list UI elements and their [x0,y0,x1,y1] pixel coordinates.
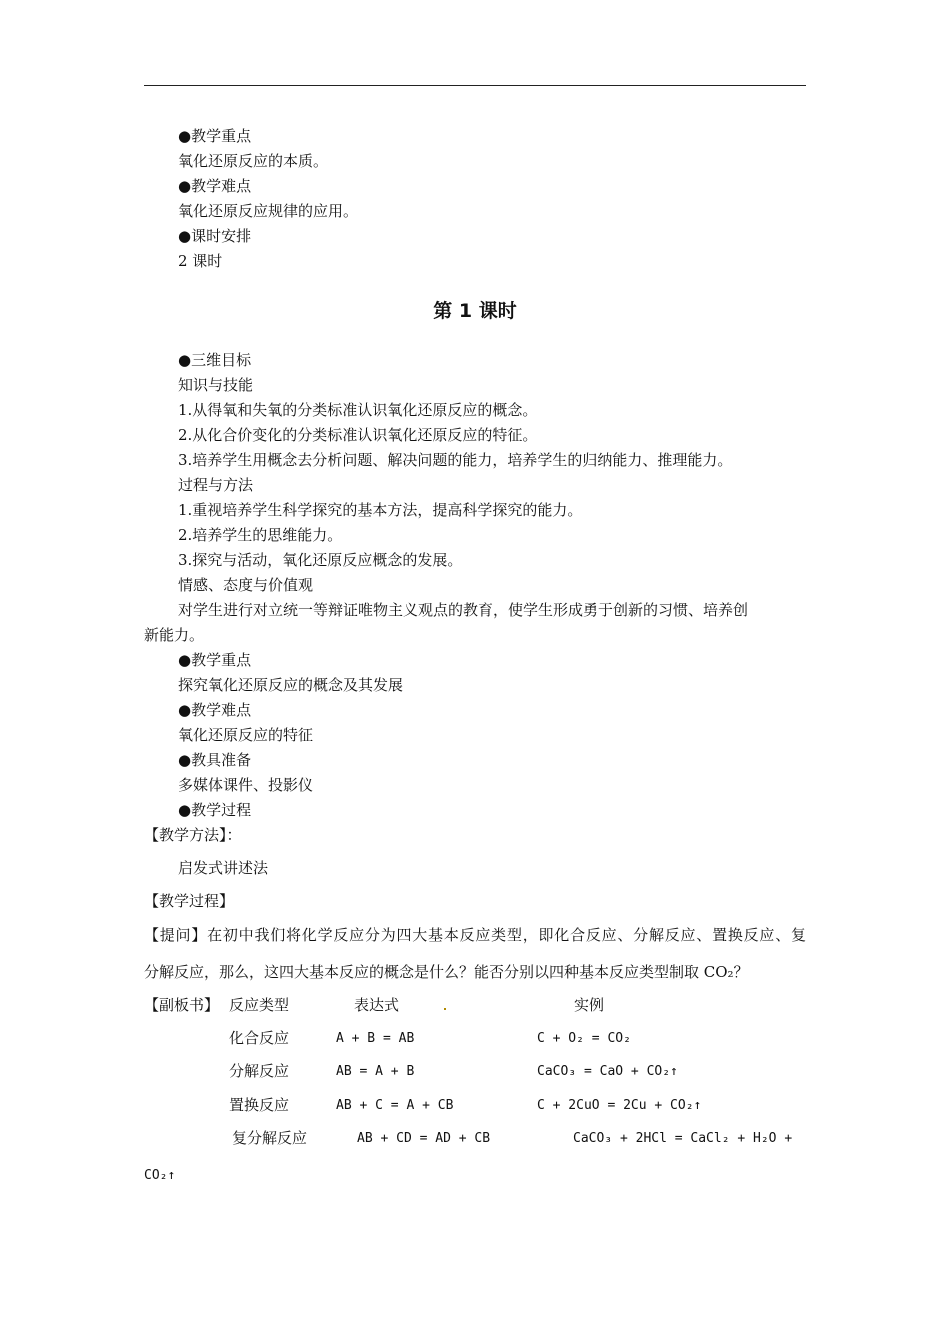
knowledge-item-2: 2.从化合价变化的分类标准认识氧化还原反应的特征。 [178,426,538,444]
table-row-example: CaCO₃ = CaO + CO₂↑ [537,1064,678,1079]
process-heading: 过程与方法 [178,476,254,494]
table-row-example: C + 2CuO = 2Cu + CO₂↑ [537,1098,702,1113]
table-row-expression: AB = A + B [336,1064,415,1079]
schedule-heading: ●课时安排 [178,227,252,245]
header-rule [144,85,806,86]
goals-heading: ●三维目标 [178,351,252,369]
method-text: 启发式讲述法 [178,859,269,877]
key-point-text: 氧化还原反应的本质。 [178,152,329,170]
difficulty2-text: 氧化还原反应的特征 [178,726,314,744]
question-line-2: 分解反应，那么，这四大基本反应的概念是什么？能否分别以四种基本反应类型制取 CO₂？ [144,963,749,981]
process-item-1: 1.重视培养学生科学探究的基本方法，提高科学探究的能力。 [178,501,583,519]
process-item-3: 3.探究与活动，氧化还原反应概念的发展。 [178,551,463,569]
tools-heading: ●教具准备 [178,751,252,769]
table-row-type: 置换反应 [229,1096,290,1114]
table-row-type: 化合反应 [229,1029,290,1047]
procedure2-heading: 【教学过程】 [144,892,235,910]
stray-mark [444,1008,446,1010]
focus-heading: ●教学重点 [178,651,252,669]
table-row-type: 复分解反应 [232,1129,308,1147]
emotion-text-line-2: 新能力。 [144,626,205,644]
table-row-example: CaCO₃ + 2HCl = CaCl₂ + H₂O + [573,1131,793,1146]
knowledge-item-1: 1.从得氧和失氧的分类标准认识氧化还原反应的概念。 [178,401,538,419]
lesson-title: 第 1 课时 [433,300,517,322]
schedule-text: 2 课时 [178,252,223,270]
question-line-1: 【提问】在初中我们将化学反应分为四大基本反应类型，即化合反应、分解反应、置换反应、复 [144,926,806,944]
col-header-type: 反应类型 [229,996,290,1014]
board-label: 【副板书】 [144,996,220,1014]
tools-text: 多媒体课件、投影仪 [178,776,314,794]
table-row-example-continued: CO₂↑ [144,1168,176,1183]
table-row-type: 分解反应 [229,1062,290,1080]
emotion-text-line-1: 对学生进行对立统一等辩证唯物主义观点的教育，使学生形成勇于创新的习惯、培养创 [178,601,749,619]
knowledge-item-3: 3.培养学生用概念去分析问题、解决问题的能力，培养学生的归纳能力、推理能力。 [178,451,733,469]
table-row-example: C + O₂ = CO₂ [537,1031,631,1046]
difficulty2-heading: ●教学难点 [178,701,252,719]
method-heading: 【教学方法】： [144,826,242,844]
procedure-heading: ●教学过程 [178,801,252,819]
emotion-heading: 情感、态度与价值观 [178,576,314,594]
col-header-expression: 表达式 [354,996,400,1014]
table-row-expression: AB + CD = AD + CB [357,1131,491,1146]
key-point-heading: ●教学重点 [178,127,252,145]
knowledge-heading: 知识与技能 [178,376,254,394]
process-item-2: 2.培养学生的思维能力。 [178,526,343,544]
difficulty-text: 氧化还原反应规律的应用。 [178,202,359,220]
col-header-example: 实例 [574,996,605,1014]
focus-text: 探究氧化还原反应的概念及其发展 [178,676,404,694]
table-row-expression: A + B = AB [336,1031,415,1046]
difficulty-heading: ●教学难点 [178,177,252,195]
table-row-expression: AB + C = A + CB [336,1098,454,1113]
